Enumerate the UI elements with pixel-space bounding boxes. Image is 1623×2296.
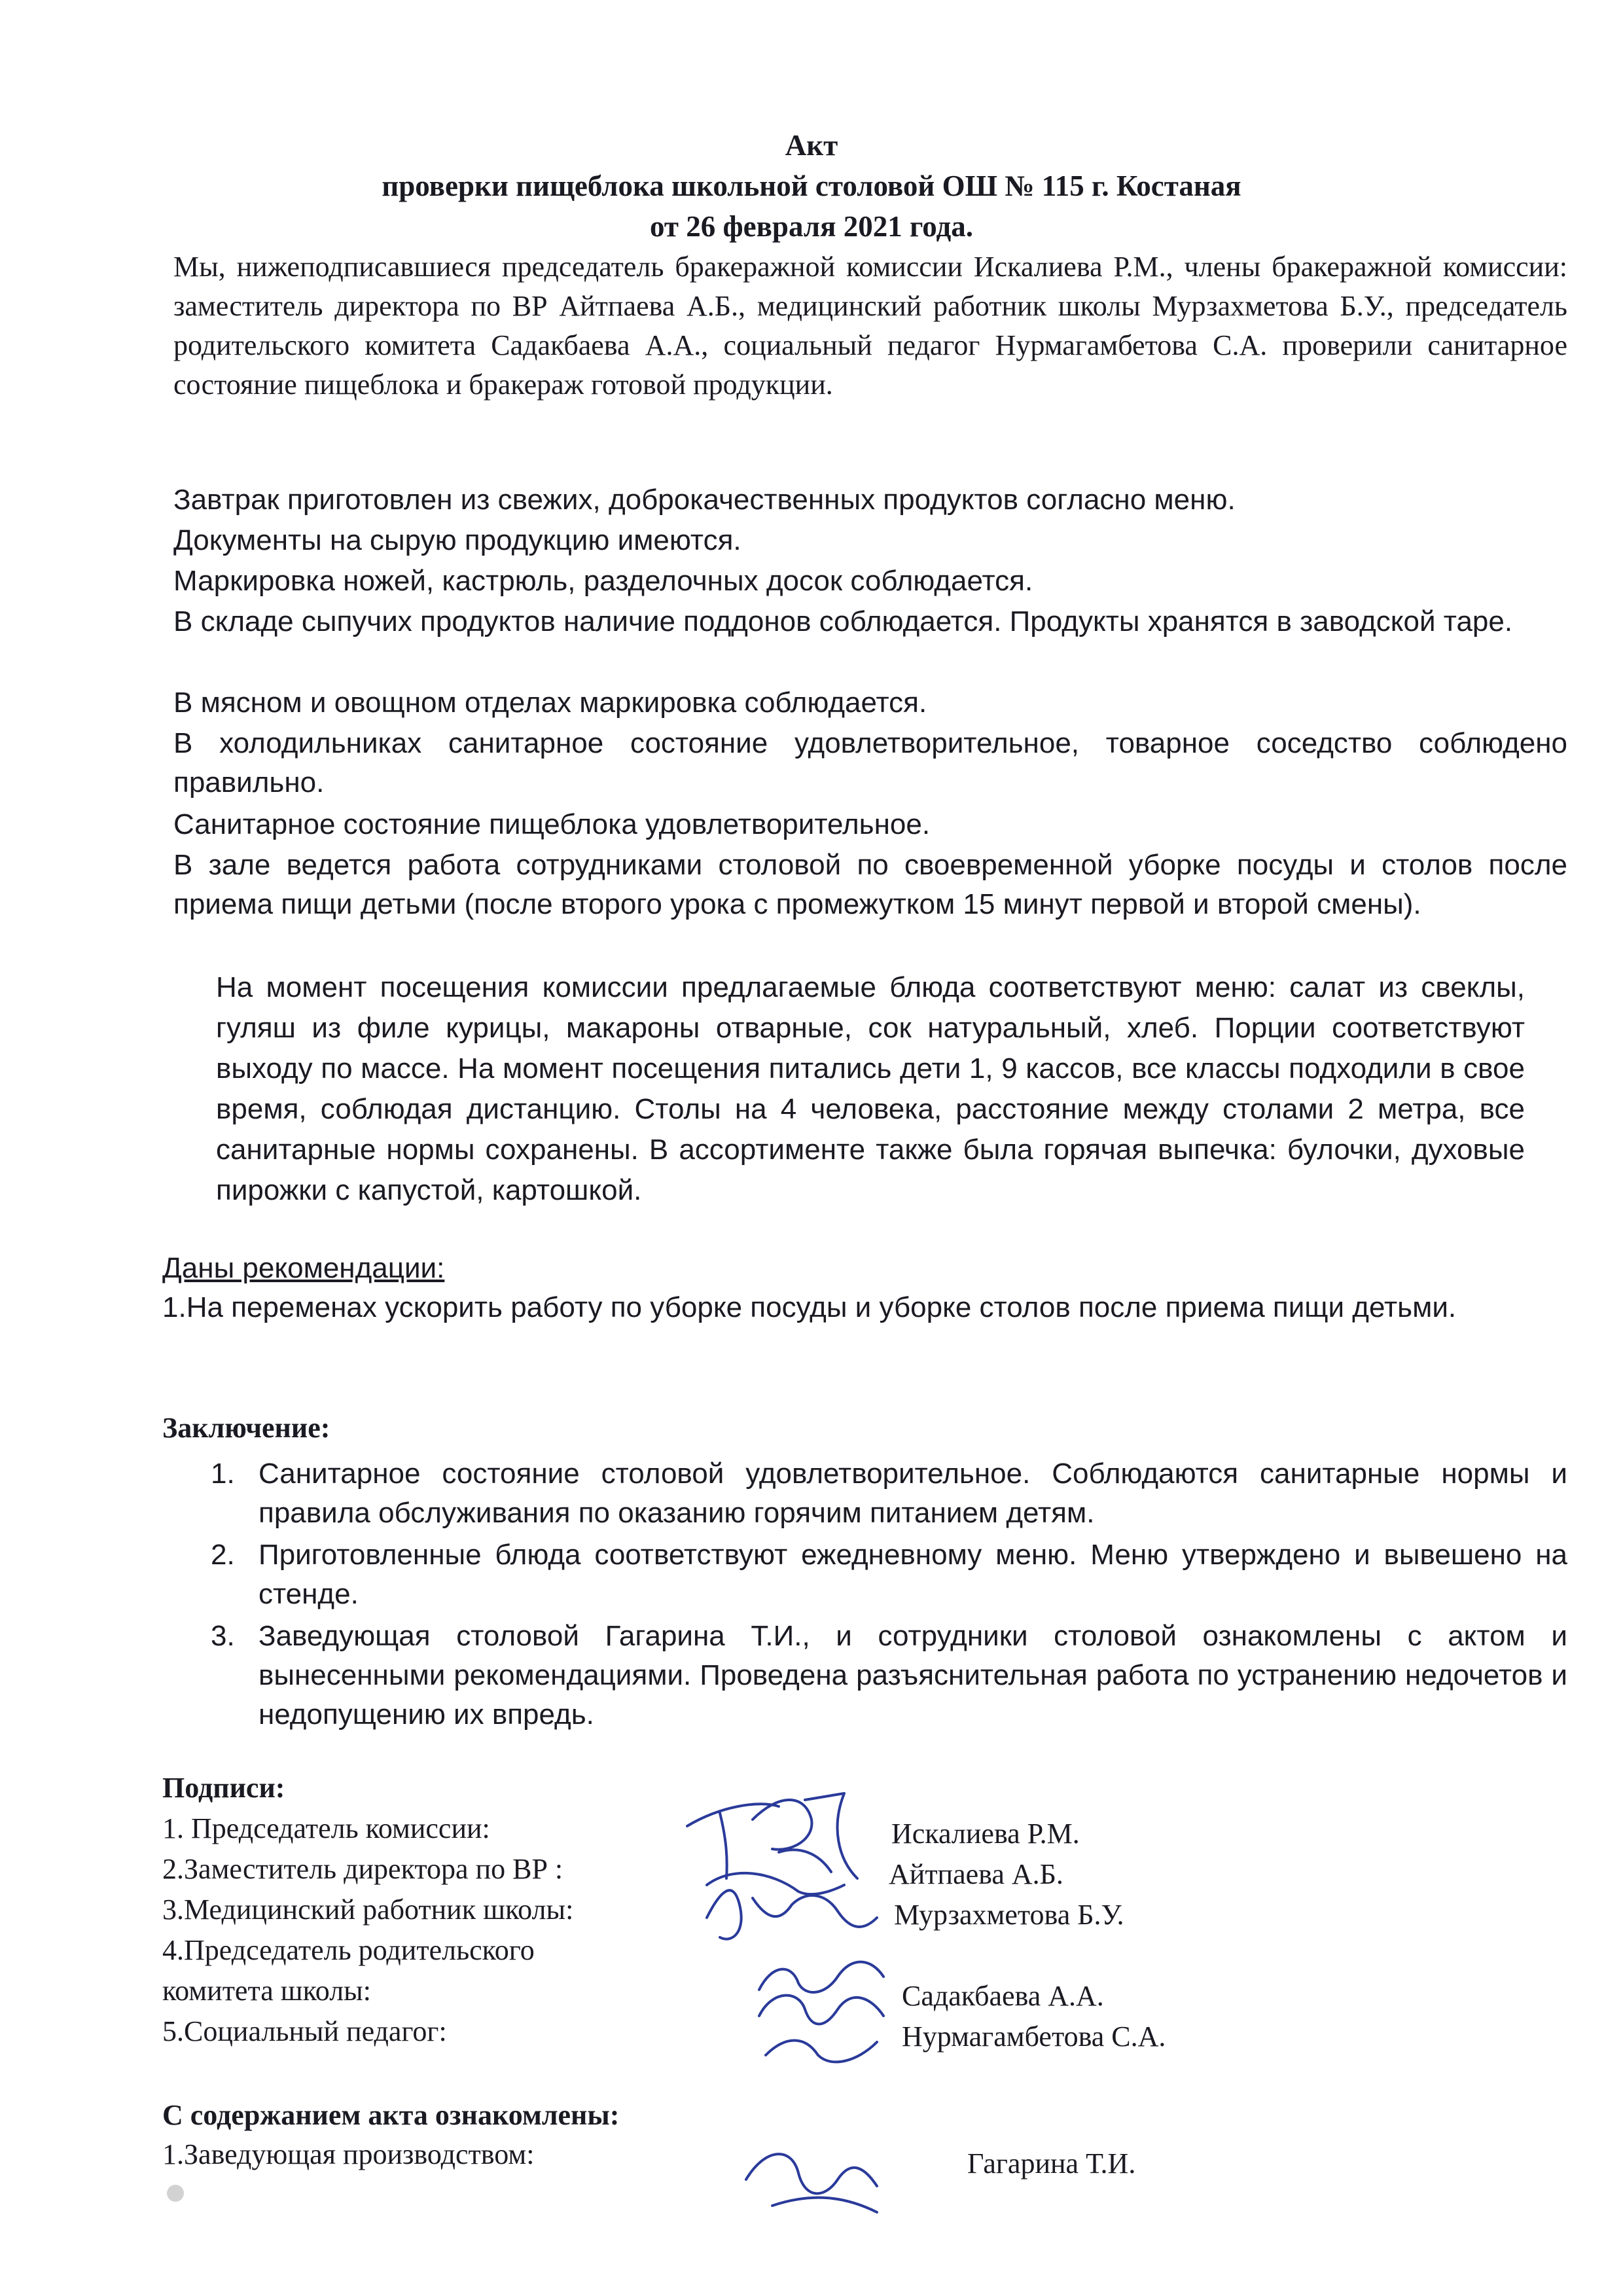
recommendations-heading: Даны рекомендации: <box>162 1252 445 1284</box>
signature-role: 2.Заместитель директора по ВР : <box>162 1853 563 1885</box>
conclusion-item: Заведующая столовой Гагарина Т.И., и сотрудники столовой ознакомлены с актом и вынесенными рекомендациями. Проведена разъяснительная работа по устранению недочетов и недопущению их впредь. <box>259 1620 1567 1731</box>
signature-mark-production-head <box>733 2134 890 2219</box>
signature-name: Мурзахметова Б.У. <box>894 1899 1124 1931</box>
signatures-heading: Подписи: <box>162 1772 285 1804</box>
finding-line: Маркировка ножей, кастрюль, разделочных досок соблюдается. <box>173 565 1033 597</box>
signature-role: 3.Медицинский работник школы: <box>162 1893 574 1926</box>
conclusion-number: 1. <box>211 1458 235 1490</box>
conclusion-heading: Заключение: <box>162 1412 330 1444</box>
recommendation-item: 1.На переменах ускорить работу по уборке посуды и уборке столов после приема пищи детьми. <box>162 1291 1457 1323</box>
doc-title: Акт <box>785 129 838 162</box>
conclusion-item: Приготовленные блюда соответствуют ежедневному меню. Меню утверждено и вывешено на стенде. <box>259 1539 1567 1610</box>
finding-line: Санитарное состояние пищеблока удовлетворительное. <box>173 808 931 840</box>
finding-line: Завтрак приготовлен из свежих, доброкачественных продуктов согласно меню. <box>173 484 1236 516</box>
signature-role-continued: комитета школы: <box>162 1975 371 2007</box>
acknowledged-name: Гагарина Т.И. <box>967 2147 1136 2179</box>
signature-name: Искалиева Р.М. <box>891 1818 1080 1850</box>
signature-mark-parent-committee <box>746 1970 903 2081</box>
signature-name: Садакбаева А.А. <box>902 1980 1104 2012</box>
acknowledged-role: 1.Заведующая производством: <box>162 2138 535 2170</box>
signature-name: Нурмагамбетова С.А. <box>902 2020 1166 2053</box>
signature-name: Айтпаева А.Б. <box>889 1858 1063 1890</box>
signature-role: 1. Председатель комиссии: <box>162 1812 490 1844</box>
finding-line: В складе сыпучих продуктов наличие поддонов соблюдается. Продукты хранятся в заводской таре. <box>173 605 1513 637</box>
doc-date: от 26 февраля 2021 года. <box>650 210 973 243</box>
visit-paragraph: На момент посещения комиссии предлагаемые блюда соответствуют меню: салат из свеклы, гуляш из филе курицы, макароны отварные, сок натуральный, хлеб. Порции соответствуют выходу по массе. На момент посещения питались дети 1, 9 кассов, все классы подходили в свое время, соблюдая дистанцию. Столы на 4 человека, расстояние между столами 2 метра, все санитарные нормы сохранены. В ассортименте также была горячая выпечка: булочки, духовые пирожки с капустой, картошкой. <box>216 971 1525 1206</box>
finding-line: В мясном и овощном отделах маркировка соблюдается. <box>173 687 927 719</box>
conclusion-number: 2. <box>211 1539 235 1571</box>
acknowledged-heading: С содержанием акта ознакомлены: <box>162 2099 620 2131</box>
finding-line: Документы на сырую продукцию имеются. <box>173 524 741 556</box>
signature-role: 4.Председатель родительского <box>162 1934 535 1966</box>
conclusion-item: Санитарное состояние столовой удовлетворительное. Соблюдаются санитарные нормы и правила обслуживания по оказанию горячим питанием детям. <box>259 1458 1567 1529</box>
signature-role: 5.Социальный педагог: <box>162 2015 447 2047</box>
scan-spot <box>167 2185 184 2202</box>
finding-line: В холодильниках санитарное состояние удовлетворительное, товарное соседство соблюдено правильно. <box>173 727 1567 798</box>
doc-subtitle: проверки пищеблока школьной столовой ОШ № 115 г. Костаная <box>382 170 1241 202</box>
finding-line: В зале ведется работа сотрудниками столовой по своевременной уборке посуды и столов после приема пищи детьми (после второго урока с промежутком 15 минут первой и второй смены). <box>173 849 1567 920</box>
conclusion-number: 3. <box>211 1620 235 1652</box>
intro-paragraph: Мы, нижеподписавшиеся председатель бракеражной комиссии Искалиева Р.М., члены бракеражной комиссии: заместитель директора по ВР Айтпаева А.Б., медицинский работник школы Мурзахметова Б.У., председатель родительского комитета Садакбаева А.А., социальный педагог Нурмагамбетова С.А. проверили санитарное состояние пищеблока и бракераж готовой продукции. <box>173 251 1567 401</box>
